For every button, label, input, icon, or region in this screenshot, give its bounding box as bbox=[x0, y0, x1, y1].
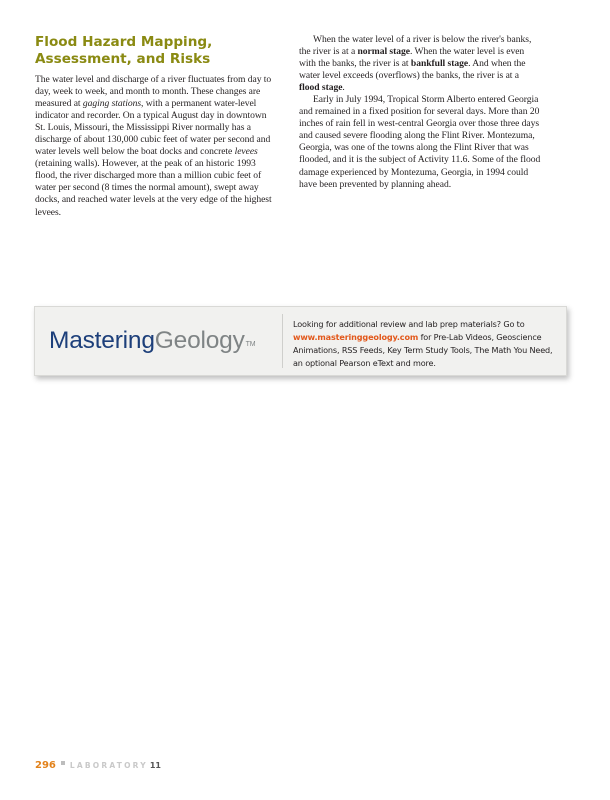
heading-line-1: Flood Hazard Mapping, bbox=[35, 34, 213, 50]
promo-text-details: for Pre-Lab Videos, Geoscience Animations, RSS Feeds, Key Term Study Tools, The Math You Need, an optional Pearson eText and more. bbox=[293, 332, 553, 368]
running-head: LABORATORY bbox=[69, 761, 148, 770]
promo-text-intro: Looking for additional review and lab prep materials? Go to bbox=[293, 319, 525, 329]
page-number: 296 bbox=[35, 760, 56, 771]
term-gaging-stations: gaging stations bbox=[82, 98, 142, 110]
paragraph-text: . bbox=[342, 82, 345, 94]
promo-text bbox=[293, 318, 557, 370]
paragraph-text: The water level and discharge of a river fluctuates from day to day, week to week, and month to month. These changes are measured at bbox=[35, 74, 272, 110]
right-column bbox=[299, 34, 541, 191]
paragraph-text: . And when the water level exceeds (overflows) the banks, the river is at a bbox=[299, 58, 526, 82]
lab-number: 11 bbox=[149, 761, 161, 770]
paragraph-water-level bbox=[35, 74, 277, 219]
term-flood-stage: flood stage bbox=[299, 82, 343, 94]
left-column bbox=[35, 34, 277, 219]
paragraph-text: , with a permanent water-level indicator and recorder. On a typical August day in downtown St. Louis, Missouri, the Mississippi River normally has a discharge of about 130,000 cubic feet of water per second and water levels well below the boat docks and concrete bbox=[35, 98, 271, 158]
logo-trademark: TM bbox=[245, 341, 256, 348]
paragraph-text: . When the water level is even with the banks, the river is at bbox=[299, 46, 525, 70]
term-bankfull-stage: bankfull stage bbox=[410, 58, 469, 70]
mastering-geology-link[interactable]: www.masteringgeology.com bbox=[293, 332, 419, 342]
heading-line-2: Assessment, and Risks bbox=[35, 51, 211, 67]
paragraph-text: (retaining walls). However, at the peak of an historic 1993 flood, the river discharged more than a million cubic feet of water per second (8 times the normal amount), swept away docks, and reached water levels at the very edge of the highest levees. bbox=[35, 158, 272, 218]
paragraph-river-stages bbox=[299, 34, 541, 94]
promo-divider bbox=[282, 314, 283, 368]
page-footer bbox=[35, 753, 161, 771]
logo-geology: Geology bbox=[154, 327, 245, 354]
term-normal-stage: normal stage bbox=[357, 46, 410, 58]
paragraph-tropical-storm: Early in July 1994, Tropical Storm Alberto entered Georgia and remained in a fixed position for several days. More than 20 inches of rain fell in west-central Georgia over those three days and caused severe flooding along the Flint River. Montezuma, Georgia, was one of the towns along the Flint River that was flooded, and it is the subject of Activity 11.6. Some of the flood damage experienced by Montezuma, Georgia, in 1994 could have been prevented by planning ahead. bbox=[299, 94, 541, 190]
mastering-geology-logo bbox=[49, 325, 255, 357]
section-heading bbox=[35, 34, 277, 68]
logo-mastering: Mastering bbox=[49, 327, 155, 354]
footer-separator bbox=[61, 761, 65, 765]
mastering-geology-promo-box bbox=[34, 306, 567, 376]
paragraph-text: When the water level of a river is below the river's banks, the river is at a bbox=[299, 34, 532, 58]
term-levees: levees bbox=[234, 146, 258, 158]
